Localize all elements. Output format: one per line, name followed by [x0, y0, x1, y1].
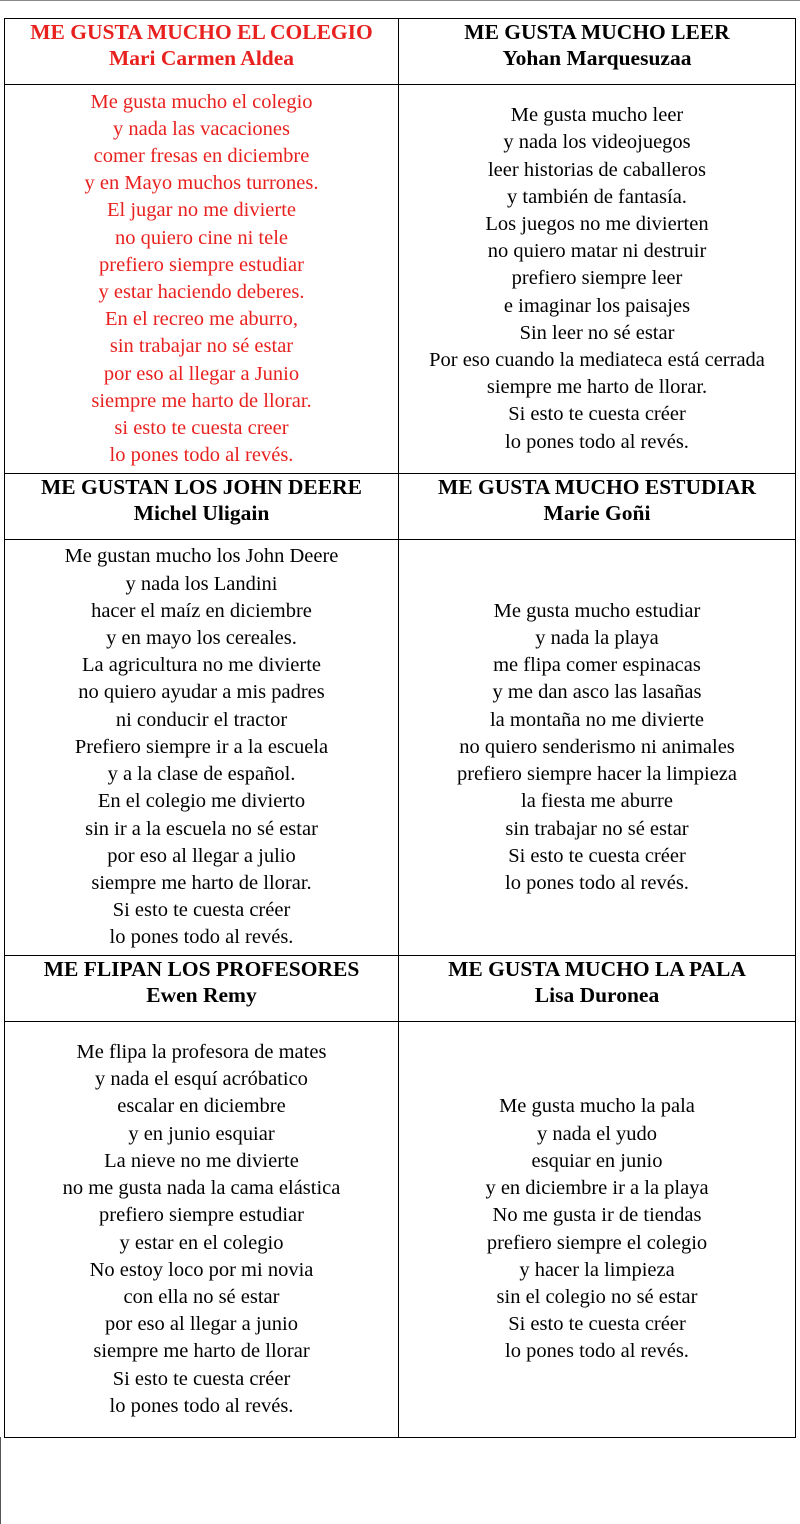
poem-line: escalar en diciembre	[117, 1095, 286, 1118]
poem-line: y nada la playa	[535, 627, 659, 650]
poem-header-4	[399, 474, 796, 540]
poem-line: por eso al llegar a junio	[105, 1313, 298, 1336]
poem-line: Si esto te cuesta créer	[508, 844, 686, 867]
poem-line: sin ir a la escuela no sé estar	[85, 817, 318, 840]
poem-line: hacer el maíz en diciembre	[91, 599, 312, 622]
poem-line: esquiar en junio	[531, 1149, 663, 1172]
poem-line: y nada el yudo	[536, 1122, 658, 1145]
poem-line: Me flipa la profesora de mates	[76, 1041, 327, 1064]
poem-line: por eso al llegar a Junio	[103, 362, 300, 385]
poem-author: Marie Goñi	[543, 501, 651, 525]
poem-line: lo pones todo al revés.	[505, 871, 689, 894]
poem-line: y estar en el colegio	[119, 1231, 284, 1254]
poem-line: prefiero siempre estudiar	[99, 253, 304, 276]
poem-line: prefiero siempre estudiar	[99, 1204, 304, 1227]
poem-author: Ewen Remy	[146, 983, 257, 1007]
poem-line: y nada el esquí acróbatico	[95, 1068, 308, 1091]
body-row-2	[5, 540, 796, 956]
poem-author: Lisa Duronea	[534, 983, 660, 1007]
poem-body-5	[5, 1022, 399, 1438]
poem-line: lo pones todo al revés.	[109, 444, 294, 467]
poem-body-2	[399, 85, 796, 474]
poem-header-3	[5, 474, 399, 540]
page-margin-line	[0, 1437, 1, 1524]
poem-line: siempre me harto de llorar	[93, 1340, 310, 1363]
poem-line: Si esto te cuesta créer	[112, 1367, 291, 1390]
poem-line: siempre me harto de llorar.	[91, 389, 312, 412]
poems-table	[4, 18, 796, 1438]
poem-line: Me gusta mucho leer	[510, 104, 684, 127]
poem-header-5	[5, 956, 399, 1022]
poem-line: leer historias de caballeros	[487, 158, 706, 181]
poem-title: ME FLIPAN LOS PROFESORES	[43, 957, 360, 981]
poem-title: ME GUSTAN LOS JOHN DEERE	[41, 475, 362, 499]
poem-line: Me gusta mucho el colegio	[90, 90, 313, 113]
poem-line: y en junio esquiar	[128, 1122, 275, 1145]
top-border-line	[0, 0, 800, 1]
poem-line: El jugar no me divierte	[107, 199, 296, 222]
poem-line: Si esto te cuesta créer	[112, 899, 291, 922]
poem-line: En el recreo me aburro,	[105, 308, 298, 331]
poem-line: y me dan asco las lasañas	[492, 681, 702, 704]
poem-line: y a la clase de español.	[107, 763, 296, 786]
poem-header-1	[5, 19, 399, 85]
poem-body-3	[5, 540, 399, 956]
poem-title: ME GUSTA MUCHO LEER	[464, 20, 730, 44]
poem-line: prefiero siempre hacer la limpieza	[456, 763, 737, 786]
poem-line: y en mayo los cereales.	[106, 627, 297, 650]
poem-body-4	[399, 540, 796, 956]
poem-author: Mari Carmen Aldea	[108, 46, 295, 70]
poem-line: la montaña no me divierte	[489, 708, 705, 731]
poem-line: lo pones todo al revés.	[505, 430, 689, 453]
poem-line: la fiesta me aburre	[521, 790, 673, 813]
poem-line: prefiero siempre el colegio	[486, 1231, 708, 1254]
poem-line: lo pones todo al revés.	[109, 926, 294, 949]
poem-line: no quiero ayudar a mis padres	[78, 681, 325, 704]
poem-line: Sin leer no sé estar	[519, 321, 675, 344]
poem-line: siempre me harto de llorar.	[486, 376, 708, 399]
poem-line: lo pones todo al revés.	[109, 1394, 294, 1417]
poem-line: Si esto te cuesta créer	[508, 1313, 686, 1336]
poem-line: no me gusta nada la cama elástica	[62, 1177, 341, 1200]
poem-line: y en Mayo muchos turrones.	[84, 172, 319, 195]
poem-line: Me gusta mucho la pala	[499, 1095, 695, 1118]
poem-line: no quiero cine ni tele	[114, 226, 289, 249]
poem-line: siempre me harto de llorar.	[91, 871, 312, 894]
poem-header-6	[399, 956, 796, 1022]
poem-line: y nada los videojuegos	[503, 131, 691, 154]
poem-title: ME GUSTA MUCHO EL COLEGIO	[30, 20, 373, 44]
poem-header-2	[399, 19, 796, 85]
poem-line: Prefiero siempre ir a la escuela	[74, 735, 329, 758]
poem-body-6	[399, 1022, 796, 1438]
poem-line: y nada las vacaciones	[112, 117, 290, 140]
poem-line: No estoy loco por mi novia	[89, 1258, 314, 1281]
poem-line: y nada los Landini	[125, 572, 278, 595]
poem-title: ME GUSTA MUCHO LA PALA	[448, 957, 746, 981]
poem-line: sin el colegio no sé estar	[496, 1285, 698, 1308]
poem-line: comer fresas en diciembre	[93, 144, 310, 167]
poem-line: y hacer la limpieza	[519, 1258, 675, 1281]
poem-line: si esto te cuesta creer	[114, 417, 289, 440]
poem-line: sin trabajar no sé estar	[109, 335, 294, 358]
poem-line: No me gusta ir de tiendas	[492, 1204, 702, 1227]
poem-line: sin trabajar no sé estar	[505, 817, 689, 840]
body-row-1	[5, 85, 796, 474]
poem-line: me flipa comer espinacas	[493, 654, 701, 677]
poem-title: ME GUSTA MUCHO ESTUDIAR	[438, 475, 756, 499]
poem-line: prefiero siempre leer	[511, 267, 683, 290]
poem-line: no quiero senderismo ni animales	[459, 735, 735, 758]
poem-body-1	[5, 85, 399, 474]
poem-line: En el colegio me divierto	[97, 790, 306, 813]
poem-line: ni conducir el tractor	[115, 708, 288, 731]
header-row-3	[5, 956, 796, 1022]
poem-line: Me gusta mucho estudiar	[493, 599, 701, 622]
poem-line: y también de fantasía.	[507, 185, 687, 208]
poem-line: e imaginar los paisajes	[503, 294, 691, 317]
poem-author: Michel Uligain	[133, 501, 270, 525]
body-row-3	[5, 1022, 796, 1438]
poem-line: Por eso cuando la mediateca está cerrada	[429, 349, 765, 371]
poem-line: y en diciembre ir a la playa	[485, 1177, 709, 1200]
poem-line: con ella no sé estar	[123, 1285, 280, 1308]
poem-author: Yohan Marquesuzaa	[502, 46, 692, 70]
poem-line: Si esto te cuesta créer	[508, 403, 686, 426]
header-row-1	[5, 19, 796, 85]
poem-line: La agricultura no me divierte	[81, 654, 322, 677]
header-row-2	[5, 474, 796, 540]
poem-line: La nieve no me divierte	[104, 1149, 299, 1172]
poem-line: Los juegos no me divierten	[485, 212, 709, 235]
poem-line: lo pones todo al revés.	[505, 1340, 689, 1363]
poem-line: no quiero matar ni destruir	[487, 240, 707, 263]
poem-line: por eso al llegar a julio	[107, 844, 296, 867]
poem-line: y estar haciendo deberes.	[98, 281, 305, 303]
poem-line: Me gustan mucho los John Deere	[64, 545, 339, 568]
